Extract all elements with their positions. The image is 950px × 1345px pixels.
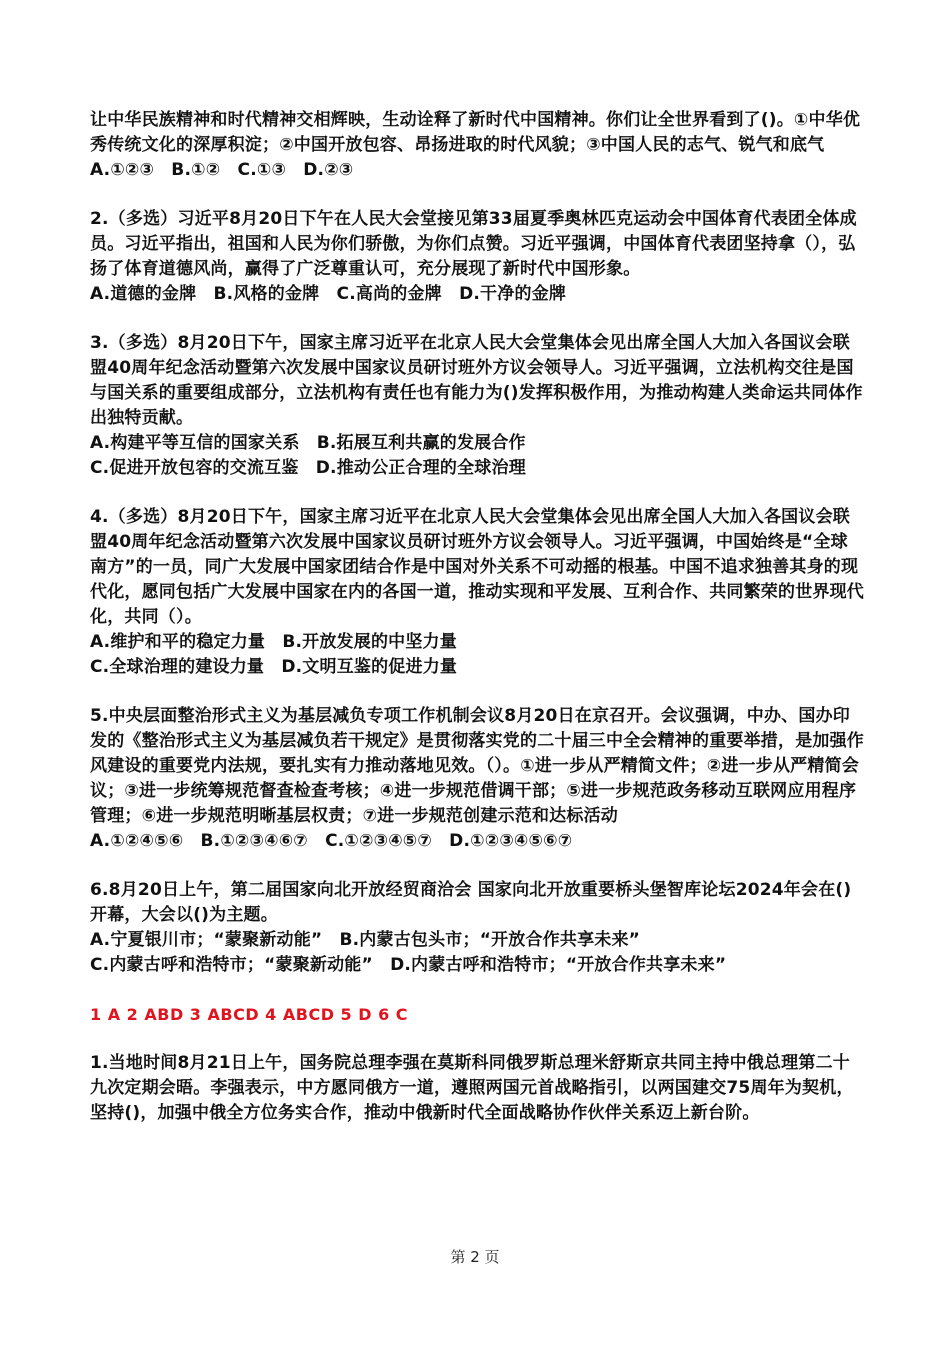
page-number: 第 2 页: [450, 1248, 500, 1266]
question-6-options-row-2: C.内蒙古呼和浩特市；“蒙聚新动能” D.内蒙古呼和浩特市；“开放合作共享未来”: [90, 955, 727, 975]
question-5-options: A.①②④⑤⑥ B.①②③④⑥⑦ C.①②③④⑤⑦ D.①②③④⑤⑥⑦: [90, 831, 573, 851]
question-3-options-row-1: A.构建平等互信的国家关系 B.拓展互利共赢的发展合作: [90, 433, 526, 453]
question-4-text: 4.（多选）8月20日下午，国家主席习近平在北京人民大会堂集体会见出席全国人大加入各国议会联盟40周年纪念活动暨第六次发展中国家议员研讨班外方议会领导人。习近平强调，中国始终是“全球南方”的一员，同广大发展中国家团结合作是中国对外关系不可动摇的根基。中国不追求独善其身的现代化，愿同包括广大发展中国家在内的各国一道，推动实现和平发展、互利合作、共同繁荣的世界现代化，共同（）。: [90, 507, 864, 627]
answer-key: 1 A 2 ABD 3 ABCD 4 ABCD 5 D 6 C: [90, 1005, 409, 1024]
question-1-text: 让中华民族精神和时代精神交相辉映，生动诠释了新时代中国精神。你们让全世界看到了()。①中华优秀传统文化的深厚积淀；②中国开放包容、昂扬进取的时代风貌；③中国人民的志气、锐气和底气: [90, 110, 861, 155]
question-2-text: 2.（多选）习近平8月20日下午在人民大会堂接见第33届夏季奥林匹克运动会中国体育代表团全体成员。习近平指出，祖国和人民为你们骄傲，为你们点赞。习近平强调，中国体育代表团坚持拿（），弘扬了体育道德风尚，赢得了广泛尊重认可，充分展现了新时代中国形象。: [90, 209, 857, 279]
question-4-options-row-2: C.全球治理的建设力量 D.文明互鉴的促进力量: [90, 657, 458, 677]
question-4-options-row-1: A.维护和平的稳定力量 B.开放发展的中坚力量: [90, 632, 457, 652]
question-1-options: A.①②③ B.①② C.①③ D.②③: [90, 160, 354, 180]
question-5-text: 5.中央层面整治形式主义为基层减负专项工作机制会议8月20日在京召开。会议强调，中办、国办印发的《整治形式主义为基层减负若干规定》是贯彻落实党的二十届三中全会精神的重要举措，是加强作风建设的重要党内法规，要扎实有力推动落地见效。（）。①进一步从严精简文件；②进一步从严精简会议；③进一步统筹规范督查检查考核；④进一步规范借调干部；⑤进一步规范政务移动互联网应用程序管理；⑥进一步规范明晰基层权责；⑦进一步规范创建示范和达标活动: [90, 706, 864, 826]
question-2-options: A.道德的金牌 B.风格的金牌 C.高尚的金牌 D.干净的金牌: [90, 284, 567, 304]
question-next-text: 1.当地时间8月21日上午，国务院总理李强在莫斯科同俄罗斯总理米舒斯京共同主持中俄总理第二十九次定期会晤。李强表示，中方愿同俄方一道，遵照两国元首战略指引，以两国建交75周年为契机，坚持()，加强中俄全方位务实合作，推动中俄新时代全面战略协作伙伴关系迈上新台阶。: [90, 1053, 854, 1123]
document-page: [90, 108, 865, 1126]
question-3-options-row-2: C.促进开放包容的交流互鉴 D.推动公正合理的全球治理: [90, 458, 526, 478]
question-3-text: 3.（多选）8月20日下午，国家主席习近平在北京人民大会堂集体会见出席全国人大加入各国议会联盟40周年纪念活动暨第六次发展中国家议员研讨班外方议会领导人。习近平强调，立法机构交往是国与国关系的重要组成部分，立法机构有责任也有能力为()发挥积极作用，为推动构建人类命运共同体作出独特贡献。: [90, 333, 863, 428]
question-6-text: 6.8月20日上午，第二届国家向北开放经贸商洽会 国家向北开放重要桥头堡智库论坛2024年会在()开幕，大会以()为主题。: [90, 880, 852, 925]
question-6-options-row-1: A.宁夏银川市；“蒙聚新动能” B.内蒙古包头市；“开放合作共享未来”: [90, 930, 641, 950]
